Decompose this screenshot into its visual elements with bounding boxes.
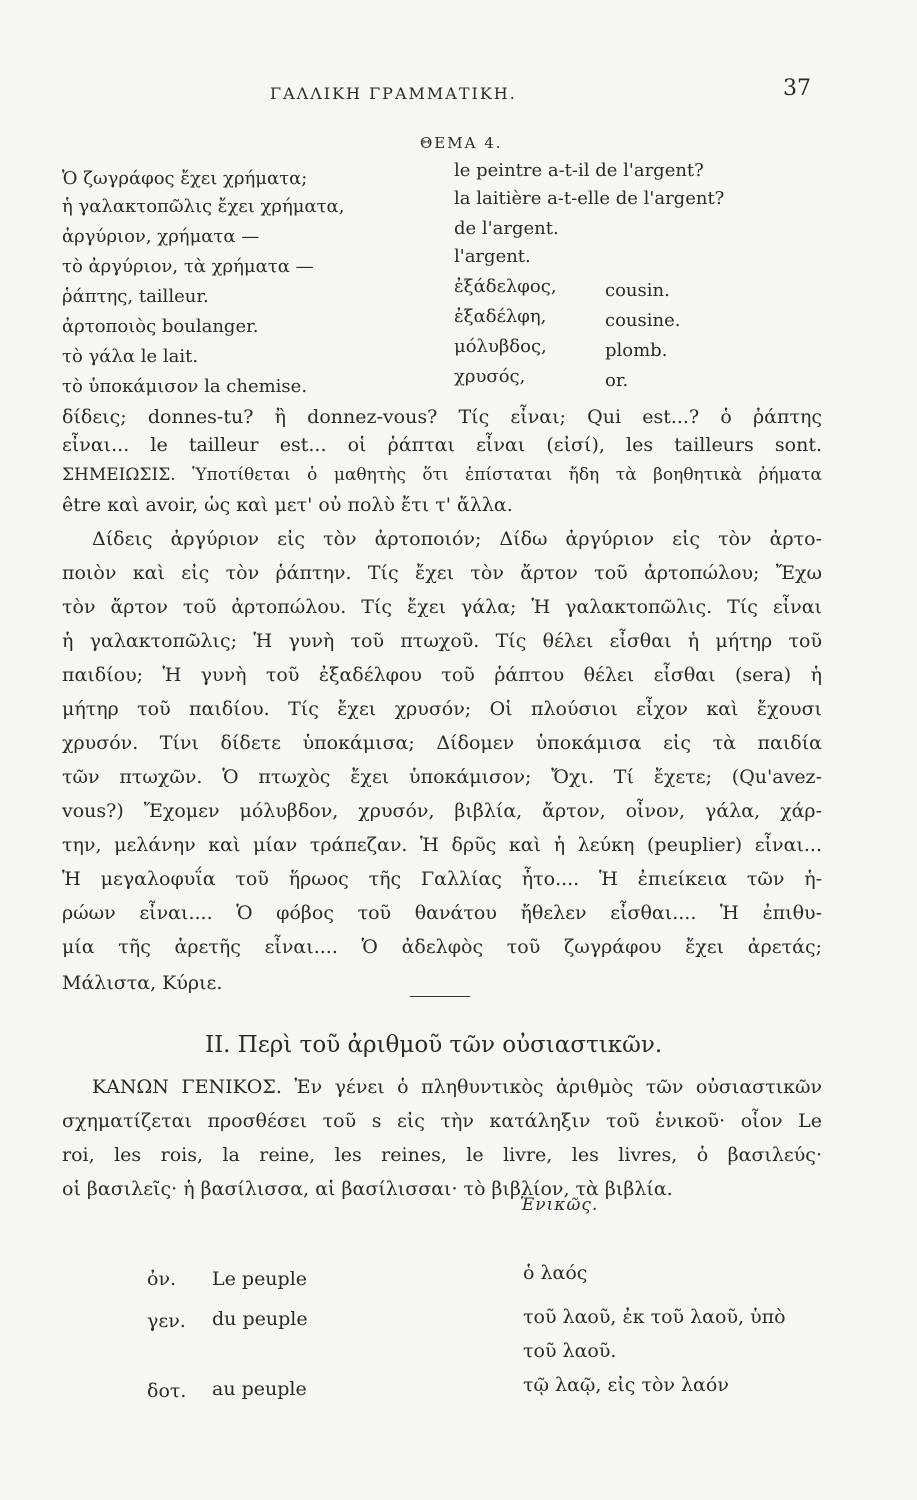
vocab-left: ἡ γαλακτοπῶλις ἔχει χρήματα,: [62, 196, 345, 217]
page-number: 37: [783, 76, 811, 101]
text-line: ποιὸν καὶ εἰς τὸν ῥάπτην. Τίς ἔχει τὸν ἄρτον τοῦ ἀρτοπώλου; Ἔχω: [62, 562, 822, 584]
text-line: τῶν πτωχῶν. Ὁ πτωχὸς ἔχει ὑποκάμισον; Ὄχι. Τί ἔχετε; (Qu'avez-: [62, 766, 822, 788]
vocab-right: l'argent.: [454, 246, 531, 267]
rule-line: ΚΑΝΩΝ ΓΕΝΙΚΟΣ. Ἐν γένει ὁ πληθυντικὸς ἀριθμὸς τῶν οὐσιαστικῶν: [92, 1076, 822, 1098]
declension-heading: Ἑνικῶς.: [520, 1195, 599, 1215]
divider-rule: [410, 996, 470, 997]
text-line: ἡ γαλακτοπῶλις; Ἡ γυνὴ τοῦ πτωχοῦ. Τίς θέλει εἶσθαι ἡ μήτηρ τοῦ: [62, 630, 822, 652]
exercise-title: ΘΕΜΑ 4.: [420, 134, 503, 152]
vocab-left: τὸ ὑποκάμισον la chemise.: [62, 376, 308, 397]
section-heading: II. Περὶ τοῦ ἀριθμοῦ τῶν οὐσιαστικῶν.: [205, 1032, 663, 1058]
text-line: μήτηρ τοῦ παιδίου. Τίς ἔχει χρυσόν; Οἱ πλούσιοι εἶχον καὶ ἔχουσι: [62, 698, 822, 720]
vocab-gloss: or.: [605, 370, 629, 391]
vocab-left: ἀρτοποιὸς boulanger.: [62, 316, 259, 337]
note-line: être καὶ avoir, ὡς καὶ μετ' οὐ πολὺ ἔτι τ' ἄλλα.: [62, 494, 513, 516]
rule-line: οἱ βασιλεῖς· ἡ βασίλισσα, αἱ βασίλισσαι· τὸ βιβλίον, τὰ βιβλία.: [62, 1178, 673, 1200]
vocab-left: Ὁ ζωγράφος ἔχει χρήματα;: [62, 168, 308, 189]
vocab-gloss: cousine.: [605, 310, 681, 331]
case-label: δοτ.: [147, 1380, 187, 1402]
vocab-gloss: plomb.: [605, 340, 668, 361]
vocab-right: le peintre a-t-il de l'argent?: [454, 160, 704, 181]
rule-line: σχηματίζεται προσθέσει τοῦ s εἰς τὴν κατάληξιν τοῦ ἑνικοῦ· οἷον Le: [62, 1110, 822, 1132]
greek-form: τοῦ λαοῦ, ἐκ τοῦ λαοῦ, ὑπὸ: [523, 1306, 786, 1328]
text-line: παιδίου; Ἡ γυνὴ τοῦ ἐξαδέλφου τοῦ ῥάπτου θέλει εἶσθαι (sera) ἡ: [62, 664, 822, 686]
text-line: ρώων εἶναι.... Ὁ φόβος τοῦ θανάτου ἤθελεν εἶσθαι.... Ἡ ἐπιθυ-: [62, 902, 822, 924]
text-line: δίδεις; donnes-tu? ἢ donnez-vous? Τίς εἶναι; Qui est...? ὁ ῥάπτης: [62, 406, 822, 428]
vocab-right: de l'argent.: [454, 218, 559, 239]
vocab-left: τὸ γάλα le lait.: [62, 346, 199, 367]
text-line: Ἡ μεγαλοφυΐα τοῦ ἥρωος τῆς Γαλλίας ἦτο.... Ἡ ἐπιείκεια τῶν ἡ-: [62, 868, 822, 890]
greek-form: τῷ λαῷ, εἰς τὸν λαόν: [523, 1374, 729, 1396]
case-label: ὀν.: [147, 1268, 177, 1290]
vocab-right: ἐξαδέλφη,: [454, 306, 547, 327]
text-line: τὸν ἄρτον τοῦ ἀρτοπώλου. Τίς ἔχει γάλα; Ἡ γαλακτοπῶλις. Τίς εἶναι: [62, 596, 822, 618]
text-line: vous?) Ἔχομεν μόλυβδον, χρυσόν, βιβλία, ἄρτον, οἶνον, γάλα, χάρ-: [62, 800, 822, 822]
vocab-left: τὸ ἀργύριον, τὰ χρήματα —: [62, 256, 314, 277]
greek-form: ὁ λαός: [523, 1262, 588, 1284]
vocab-right: la laitière a-t-elle de l'argent?: [454, 188, 725, 209]
vocab-gloss: cousin.: [605, 280, 670, 301]
vocab-left: ἀργύριον, χρήματα —: [62, 226, 260, 247]
rule-line: roi, les rois, la reine, les reines, le livre, les livres, ὁ βασιλεύς·: [62, 1144, 822, 1166]
vocab-right: μόλυβδος,: [454, 336, 547, 357]
text-line: Μάλιστα, Κύριε.: [62, 972, 223, 994]
text-line: εἶναι... le tailleur est... οἱ ῥάπται εἶναι (εἰσί), les tailleurs sont.: [62, 434, 822, 456]
case-label: γεν.: [147, 1310, 186, 1332]
note-line: ΣΗΜΕΙΩΣΙΣ. Ὑποτίθεται ὁ μαθητὴς ὅτι ἐπίσταται ἤδη τὰ βοηθητικὰ ῥήματα: [62, 465, 822, 485]
vocab-right: ἐξάδελφος,: [454, 276, 557, 297]
vocab-left: ῥάπτης, tailleur.: [62, 286, 209, 307]
french-form: au peuple: [212, 1378, 307, 1400]
vocab-right: χρυσός,: [454, 366, 526, 387]
french-form: Le peuple: [212, 1268, 308, 1290]
text-line: Δίδεις ἀργύριον εἰς τὸν ἀρτοποιόν; Δίδω ἀργύριον εἰς τὸν ἀρτο-: [92, 528, 822, 550]
text-line: χρυσόν. Τίνι δίδετε ὑποκάμισα; Δίδομεν ὑποκάμισα εἰς τὰ παιδία: [62, 732, 822, 754]
french-form: du peuple: [212, 1308, 308, 1330]
running-title: ΓΑΛΛΙΚΗ ΓΡΑΜΜΑΤΙΚΗ.: [270, 84, 517, 103]
text-line: μία τῆς ἀρετῆς εἶναι.... Ὁ ἀδελφὸς τοῦ ζωγράφου ἔχει ἀρετάς;: [62, 936, 822, 958]
text-line: την, μελάνην καὶ μίαν τράπεζαν. Ἡ δρῦς καὶ ἡ λεύκη (peuplier) εἶναι...: [62, 834, 822, 856]
greek-form-continued: τοῦ λαοῦ.: [523, 1340, 617, 1362]
